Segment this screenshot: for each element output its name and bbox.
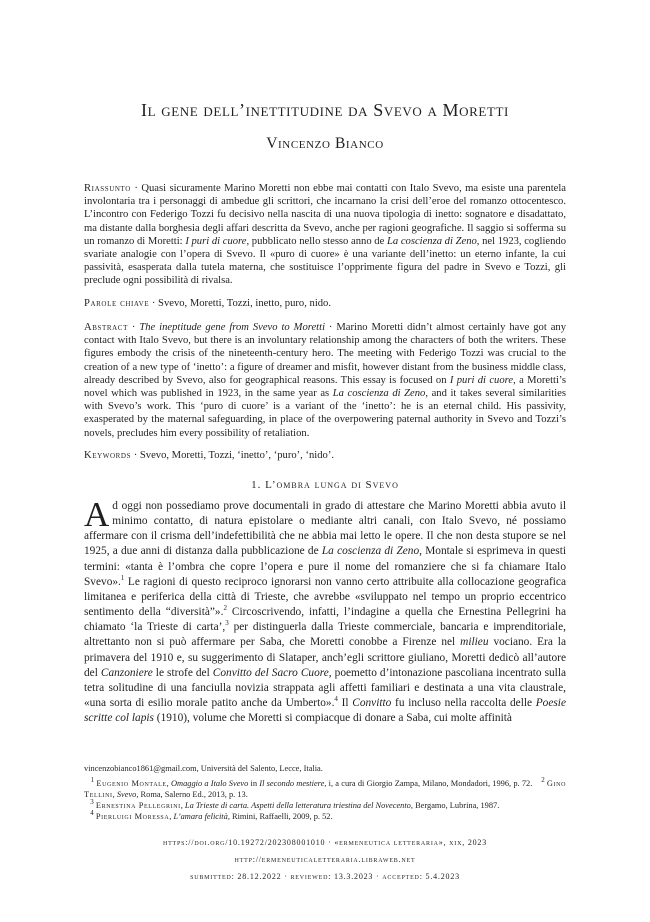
abstract-italic-title: I puri di cuore — [449, 374, 514, 386]
riassunto-text: , nel 1923, cogliendo svariate analogie con l’opera di Svevo. Il «puro di cuore» è una variante dell’inetto: un eterno infante, la cui passività, esasperata dalla tutela materna, che sostituisce l’opprimente figura del padre in Svevo e Tozzi, gli preclude ogni possibilità di rivalsa. — [84, 235, 567, 287]
footnote-ref[interactable]: 1 — [120, 574, 125, 582]
footnote-title: Il secondo mestiere — [259, 779, 325, 788]
footnote-title: La Trieste di carta. Aspetti della letteratura triestina del Novecento — [184, 801, 411, 810]
body-segment: , Montale si esprimeva in questi termini: «tanta è l’ombra che copre l’opera e pure il nome del romanziere che si fa chiamare Italo Svevo». — [84, 545, 567, 588]
footnote-author: Gino Tellini — [84, 779, 567, 799]
riassunto-block — [84, 182, 566, 288]
body-segment: per distinguerla dalla Trieste commerciale, bancaria e imprenditoriale, altrettanto non si può affermare per Saba, che Moretti conobbe a Firenze nel — [84, 621, 566, 649]
footnote-text: in — [248, 779, 260, 788]
footnote-title: L’amara felicità — [173, 812, 228, 821]
separator: · — [127, 322, 140, 333]
footnote-text: , i, a cura di Giorgio Zampa, Milano, Mondadori, 1996, p. 72. — [324, 779, 533, 788]
footnote-ref[interactable]: 3 — [225, 619, 229, 628]
riassunto-label: Riassunto — [84, 183, 131, 194]
body-segment: fu incluso nella raccolta delle — [391, 697, 536, 710]
footer-doi[interactable]: https://doi.org/10.19272/202308001010 · «ermeneutica letteraria», xix, 2023 — [162, 838, 488, 847]
separator: · — [130, 183, 142, 194]
body-segment: Il — [337, 697, 353, 710]
body-segment: Le ragioni di questo reciproco ignorarsi non vanno certo attribuite alla collocazione geografica limitanea e periferica della città di Trieste, che avrebbe «sviluppato nel tempo un proprio eccentrico sentimento della “diversità”». — [84, 575, 566, 619]
parole-chiave-text: Svevo, Moretti, Tozzi, inetto, puro, nido. — [158, 298, 332, 309]
article-title: Il gene dell’inettitudine da Svevo a Moretti — [141, 100, 509, 120]
riassunto-text: Quasi sicuramente Marino Moretti non ebbe mai contatti con Italo Svevo, ma esiste una parentela involontaria tra i personaggi di ambedue gli scrittori, che incarnano la crisi dell’eroe del romanzo ottocentesco. L’incontro con Federigo Tozzi fu decisivo nella nascita di una nuova tipologia di inetto: sognatore e disadattato, ma distante dalla borghesia degli affari descritta da Svevo, anche per ragioni geografiche. Il saggio si sofferma su un romanzo di Moretti: — [84, 183, 567, 247]
body-segment: le strofe del — [152, 666, 213, 679]
body-italic: milieu — [460, 636, 489, 649]
body-text — [84, 495, 567, 726]
abstract-italic-title: La coscienza di Zeno — [332, 388, 426, 400]
separator: · — [131, 450, 140, 461]
footnote-text: , Bergamo, Lubrina, 1987. — [410, 801, 500, 810]
footnote-text: , Roma, Salerno Ed., 2013, p. 13. — [136, 790, 248, 799]
separator: , — [180, 801, 185, 810]
parole-chiave-block — [84, 297, 566, 310]
body-italic: La coscienza di Zeno — [321, 545, 420, 558]
footnote-ref[interactable]: 2 — [223, 604, 227, 613]
drop-cap: A — [84, 495, 110, 534]
body-segment: Circoscrivendo, infatti, l’indagine a quella che Ernestina Pellegrini ha chiamato ‘la Trieste di carta’, — [84, 606, 566, 634]
keywords-block — [84, 449, 566, 462]
article-author: Vincenzo Bianco — [266, 135, 384, 152]
keywords-text: Svevo, Moretti, Tozzi, ‘inetto’, ‘puro’, ‘nido’. — [139, 450, 335, 461]
abstract-italic-title: The ineptitude gene from Svevo to Moretti — [139, 322, 326, 333]
footnote-1 — [84, 778, 566, 800]
footnote-text: , Rimini, Raffaelli, 2009, p. 52. — [227, 812, 333, 821]
body-italic: Convitto — [352, 697, 392, 710]
footnote-number: 4 — [90, 809, 94, 818]
section-heading: 1. L’ombra lunga di Svevo — [251, 479, 399, 491]
footnote-4 — [84, 811, 566, 822]
body-italic: Canzoniere — [100, 666, 153, 679]
footnote-author: Eugenio Montale — [96, 779, 167, 788]
footnote-title: Svevo — [116, 790, 137, 799]
footnote-author: Pierluigi Moressa — [95, 812, 170, 821]
body-segment: (1910), volume che Moretti si compiacque di donare a Saba, cui molte affinità — [153, 712, 512, 725]
separator: , — [112, 790, 117, 799]
footnote-title: Omaggio a Italo Svevo — [170, 779, 249, 788]
separator: · — [325, 322, 337, 333]
body-italic: Convitto del Sacro Cuore — [212, 666, 329, 679]
footnote-ref[interactable]: 4 — [334, 695, 338, 704]
footnote-number: 1 — [90, 776, 95, 785]
abstract-text: , and it takes several similarities with Svevo’s work. This ‘puro di cuore’ is a variant of the ‘inetto’: he is an eternal child. His passivity, exasperated by the maternal safeguarding, in place of the overpowering paternal authority in Svevo and Tozzi’s novels, precludes him every possibility of retaliation. — [84, 388, 566, 439]
separator: , — [166, 779, 171, 788]
body-segment: d oggi non possediamo prove documentali in grado di attestare che Marino Moretti abbia avuto il minimo contatto, di natura epistolare o mediante altri canali, con Italo Svevo, né possiamo affermare con il crisma dell’indefettibilità che ne abbia mai letto le opere. Il che non desta stupore se nel 1925, a due anni di distanza dalla pubblicazione de — [84, 500, 566, 558]
riassunto-text: , pubblicato nello stesso anno de — [246, 235, 387, 247]
footnote-number: 2 — [541, 776, 545, 785]
parole-chiave-label: Parole chiave — [84, 298, 150, 309]
footnote-author: Ernestina Pellegrini — [95, 801, 181, 810]
body-segment: vociano. Era la primavera del 1910 e, su suggerimento di Slataper, anch’egli scrittore giuliano, Moretti dedicò all’autore del — [84, 636, 566, 679]
separator: , — [169, 812, 174, 821]
author-contact: vincenzobianco1861@gmail.com, Università del Salento, Lecce, Italia. — [84, 764, 323, 773]
separator: · — [149, 298, 159, 309]
footer-website[interactable]: http://ermeneuticaletteraria.libraweb.net — [234, 855, 416, 864]
riassunto-italic-title: La coscienza di Zeno — [386, 235, 477, 247]
keywords-label: Keywords — [84, 450, 132, 461]
body-segment: , poemetto d’intonazione pascoliana incentrato sulla tetra solitudine di una fanciulla novizia strappata agli affetti familiari e destinata a una vita claustrale, «una sorta di esilio morale patito anche da Umberto». — [84, 666, 567, 710]
abstract-text: Marino Moretti didn’t almost certainly have got any contact with Italo Svevo, but there is an involuntary relationship among the characters of both the writers. These figures embody the crisis of the nineteenth-century hero. The meeting with Federigo Tozzi was crucial to the creation of a new type of ‘inetto’: a figure of dreamer and misfit, however distant from the business middle class, already described by Svevo, also for geographical reasons. This essay is focused on — [84, 322, 566, 386]
body-italic: Poesie scritte col lapis — [84, 697, 566, 725]
riassunto-italic-title: I puri di cuore — [185, 235, 247, 247]
abstract-block — [84, 321, 566, 440]
footnote-number: 3 — [90, 798, 94, 807]
footnote-3 — [84, 800, 566, 811]
abstract-label: Abstract — [84, 322, 128, 333]
abstract-text: , a Moretti’s novel which was published in 1923, in the same year as — [84, 374, 566, 400]
footnotes — [84, 763, 566, 822]
footer-dates: submitted: 28.12.2022 · reviewed: 13.3.2023 · accepted: 5.4.2023 — [190, 872, 460, 881]
